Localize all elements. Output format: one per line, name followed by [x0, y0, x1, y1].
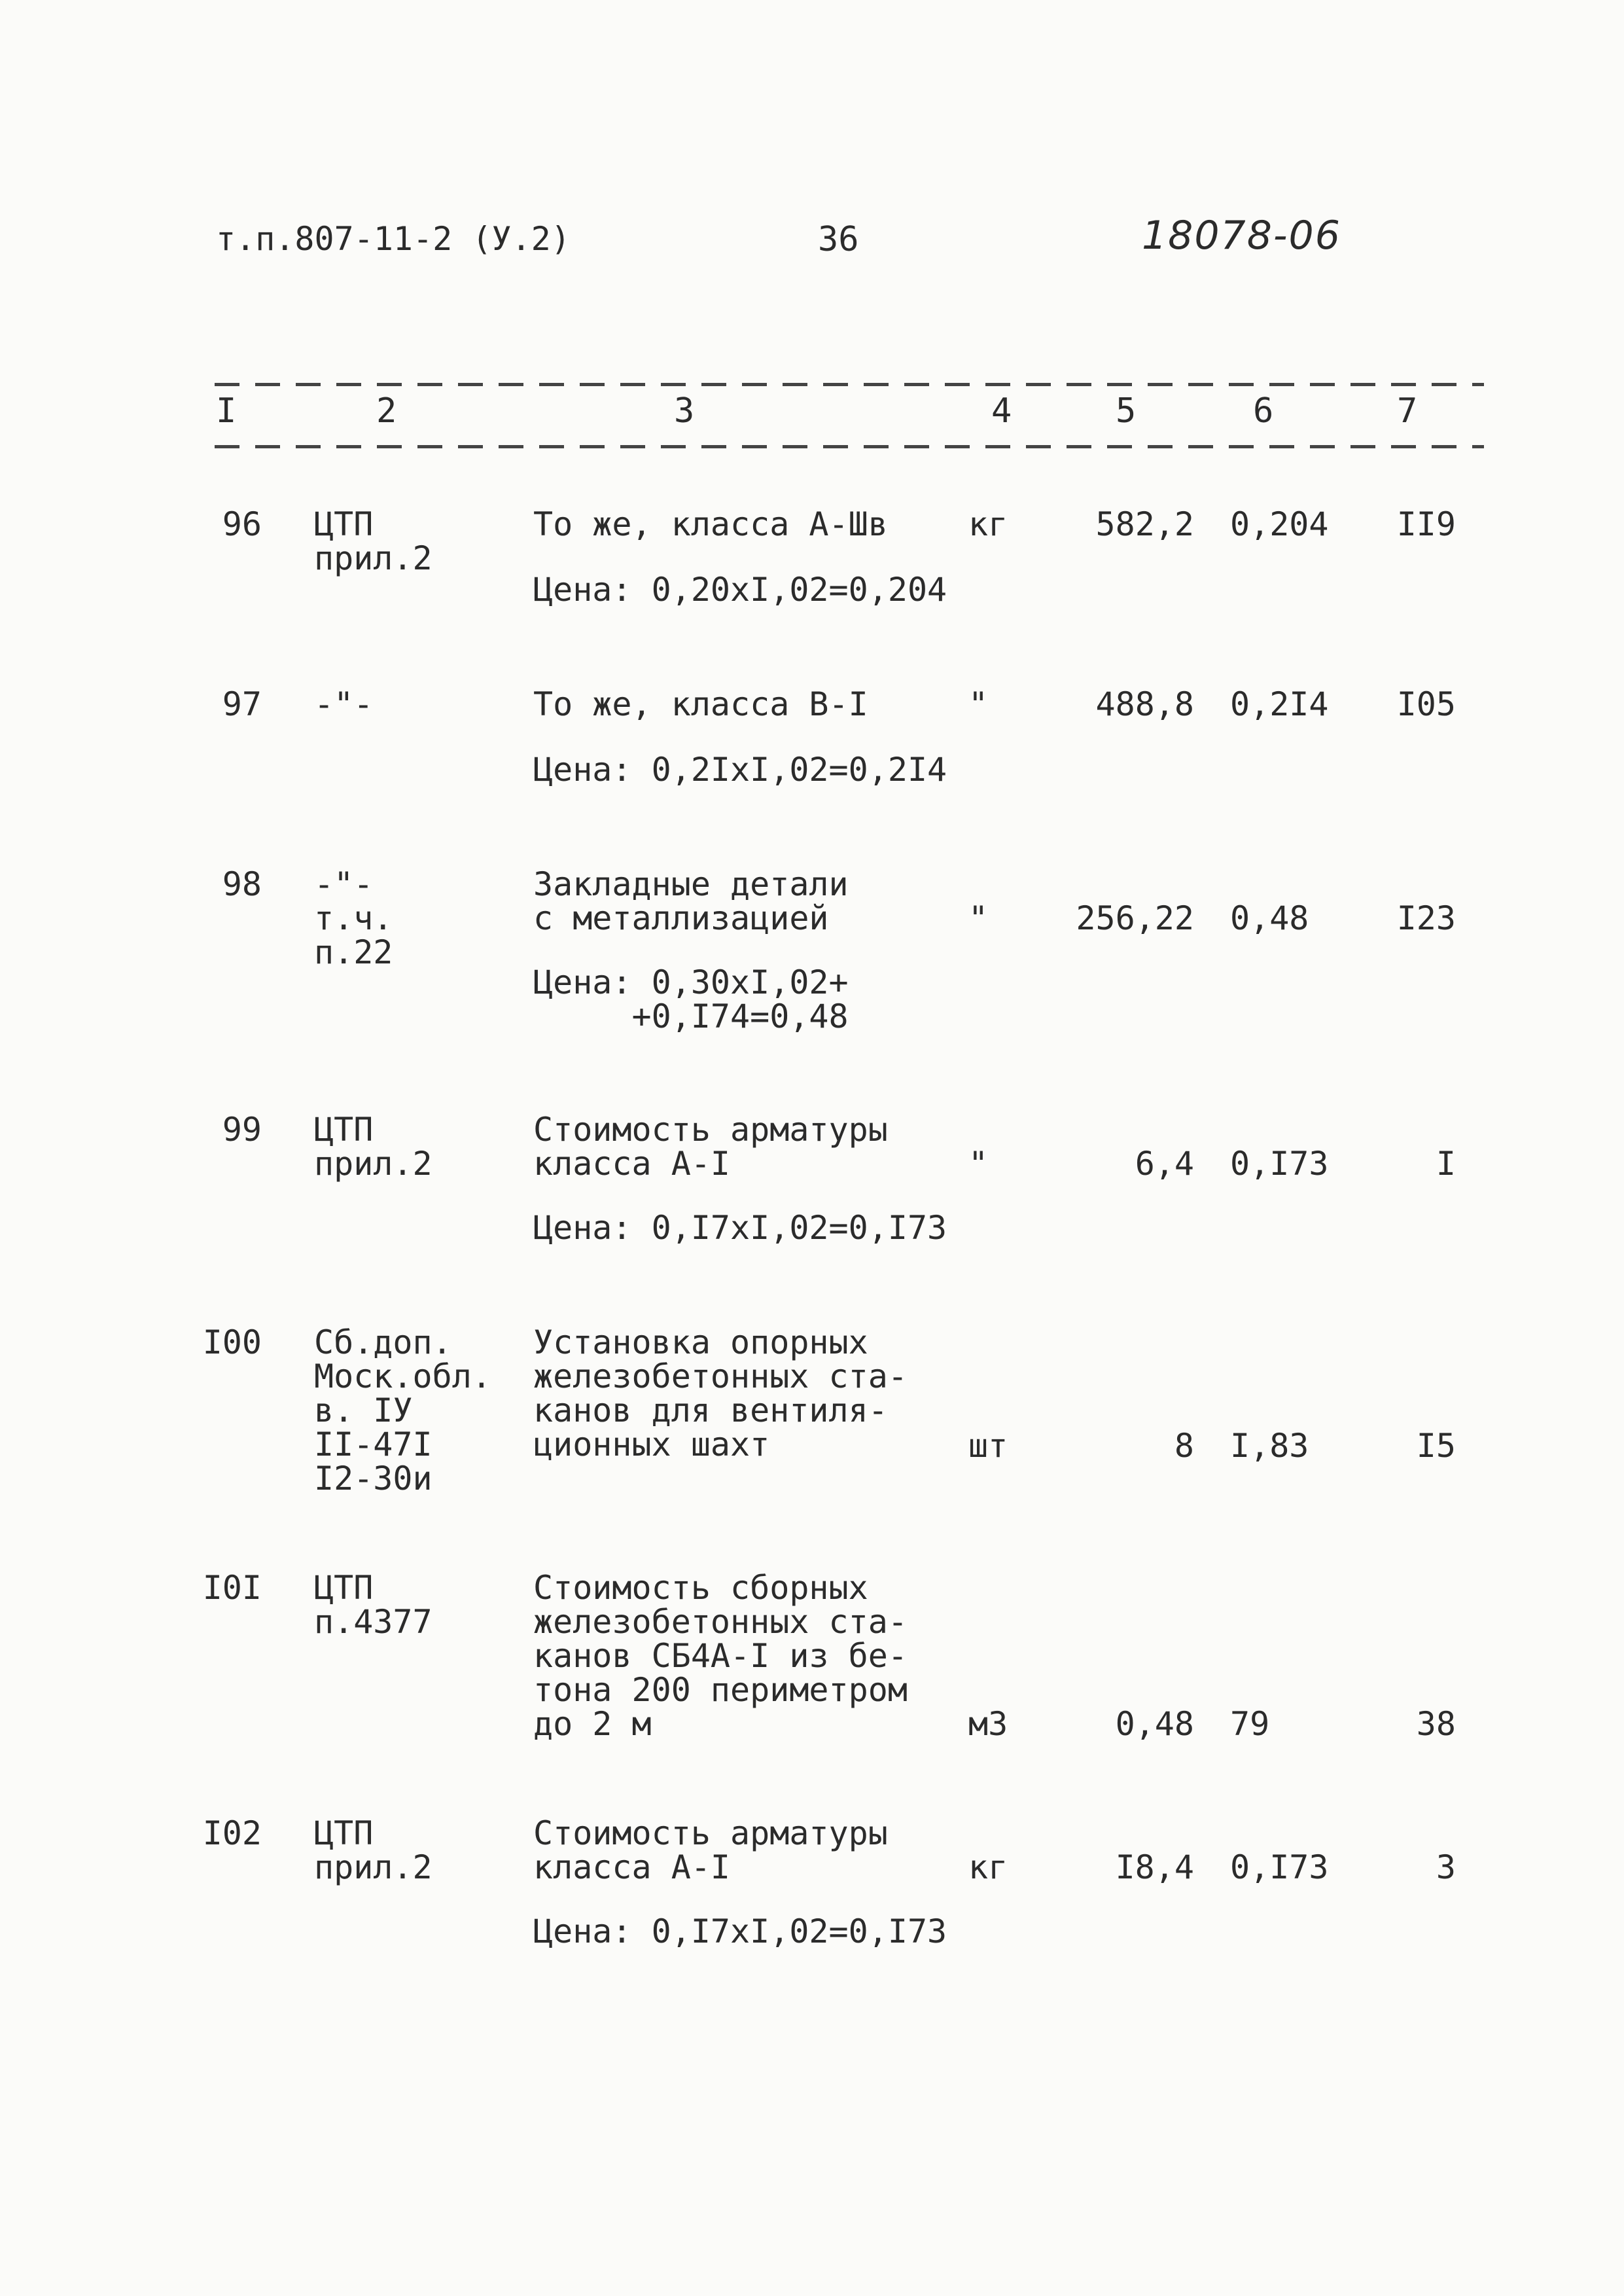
row-total: 38 — [1416, 1705, 1456, 1743]
row-quantity: I8,4 — [1115, 1848, 1194, 1886]
document-code: т.п.807-11-2 (У.2) — [216, 220, 571, 258]
row-number: 96 — [222, 505, 262, 543]
row-rate: 79 — [1230, 1705, 1270, 1743]
table-top-rule — [215, 383, 1484, 386]
row-price-formula: Цена: 0,I7хI,02=0,I73 — [533, 1912, 947, 1950]
row-unit: кг — [968, 1848, 1008, 1886]
row-price-formula: Цена: 0,I7хI,02=0,I73 — [533, 1209, 947, 1247]
row-unit: " — [968, 685, 989, 723]
row-reference: -"- т.ч. п.22 — [314, 865, 393, 971]
row-total: I — [1436, 1145, 1456, 1183]
row-price-formula: Цена: 0,30хI,02+ +0,I74=0,48 — [533, 963, 849, 1035]
column-header-6: 6 — [1253, 391, 1274, 431]
row-total: I05 — [1396, 685, 1456, 723]
row-unit: шт — [968, 1427, 1008, 1465]
row-unit: " — [968, 1145, 989, 1183]
row-number: I00 — [202, 1323, 262, 1361]
column-header-4: 4 — [991, 391, 1012, 431]
row-price-formula: Цена: 0,20хI,02=0,204 — [533, 571, 947, 609]
column-header-5: 5 — [1116, 391, 1137, 431]
row-total: I23 — [1396, 899, 1456, 937]
row-reference: ЦТП п.4377 — [314, 1569, 432, 1641]
row-rate: 0,I73 — [1230, 1848, 1329, 1886]
row-reference: Сб.доп. Моск.обл. в. IУ II-47I I2-30и — [314, 1323, 491, 1498]
row-total: I5 — [1416, 1427, 1456, 1465]
row-rate: 0,204 — [1230, 505, 1329, 543]
row-number: I02 — [202, 1814, 262, 1852]
row-number: I0I — [202, 1569, 262, 1607]
row-unit: " — [968, 899, 989, 937]
row-reference: ЦТП прил.2 — [314, 1111, 432, 1183]
table-header-rule — [215, 445, 1484, 448]
row-number: 98 — [222, 865, 262, 903]
row-description: Установка опорных железобетонных ста- канов для вентиля- ционных шахт — [533, 1323, 908, 1463]
row-description: Стоимость арматуры класса А-I — [533, 1111, 888, 1183]
row-rate: 0,48 — [1230, 899, 1309, 937]
row-quantity: 0,48 — [1115, 1705, 1194, 1743]
row-description: То же, класса А-Шв — [533, 505, 888, 543]
row-total: 3 — [1436, 1848, 1456, 1886]
row-unit: кг — [968, 505, 1008, 543]
column-header-7: 7 — [1397, 391, 1418, 431]
row-description: Стоимость сборных железобетонных ста- канов СБ4А-I из бе- тона 200 периметром до 2 м — [533, 1569, 908, 1743]
row-description: То же, класса В-I — [533, 685, 868, 723]
row-reference: -"- — [314, 685, 374, 723]
column-header-1: I — [216, 391, 237, 431]
row-description: Закладные детали с металлизацией — [533, 865, 849, 937]
row-quantity: 488,8 — [1095, 685, 1194, 723]
row-description: Стоимость арматуры класса А-I — [533, 1814, 888, 1886]
page-number: 36 — [818, 220, 859, 259]
row-quantity: 6,4 — [1135, 1145, 1194, 1183]
column-header-2: 2 — [376, 391, 397, 431]
row-rate: 0,I73 — [1230, 1145, 1329, 1183]
row-quantity: 8 — [1174, 1427, 1194, 1465]
column-header-3: 3 — [674, 391, 695, 431]
row-total: II9 — [1396, 505, 1456, 543]
row-quantity: 256,22 — [1076, 899, 1194, 937]
row-quantity: 582,2 — [1095, 505, 1194, 543]
row-unit: м3 — [968, 1705, 1008, 1743]
row-number: 99 — [222, 1111, 262, 1149]
row-number: 97 — [222, 685, 262, 723]
row-reference: ЦТП прил.2 — [314, 505, 432, 577]
row-price-formula: Цена: 0,2IхI,02=0,2I4 — [533, 751, 947, 789]
row-rate: 0,2I4 — [1230, 685, 1329, 723]
row-reference: ЦТП прил.2 — [314, 1814, 432, 1886]
document-number: 18078-06 — [1142, 213, 1341, 259]
row-rate: I,83 — [1230, 1427, 1309, 1465]
